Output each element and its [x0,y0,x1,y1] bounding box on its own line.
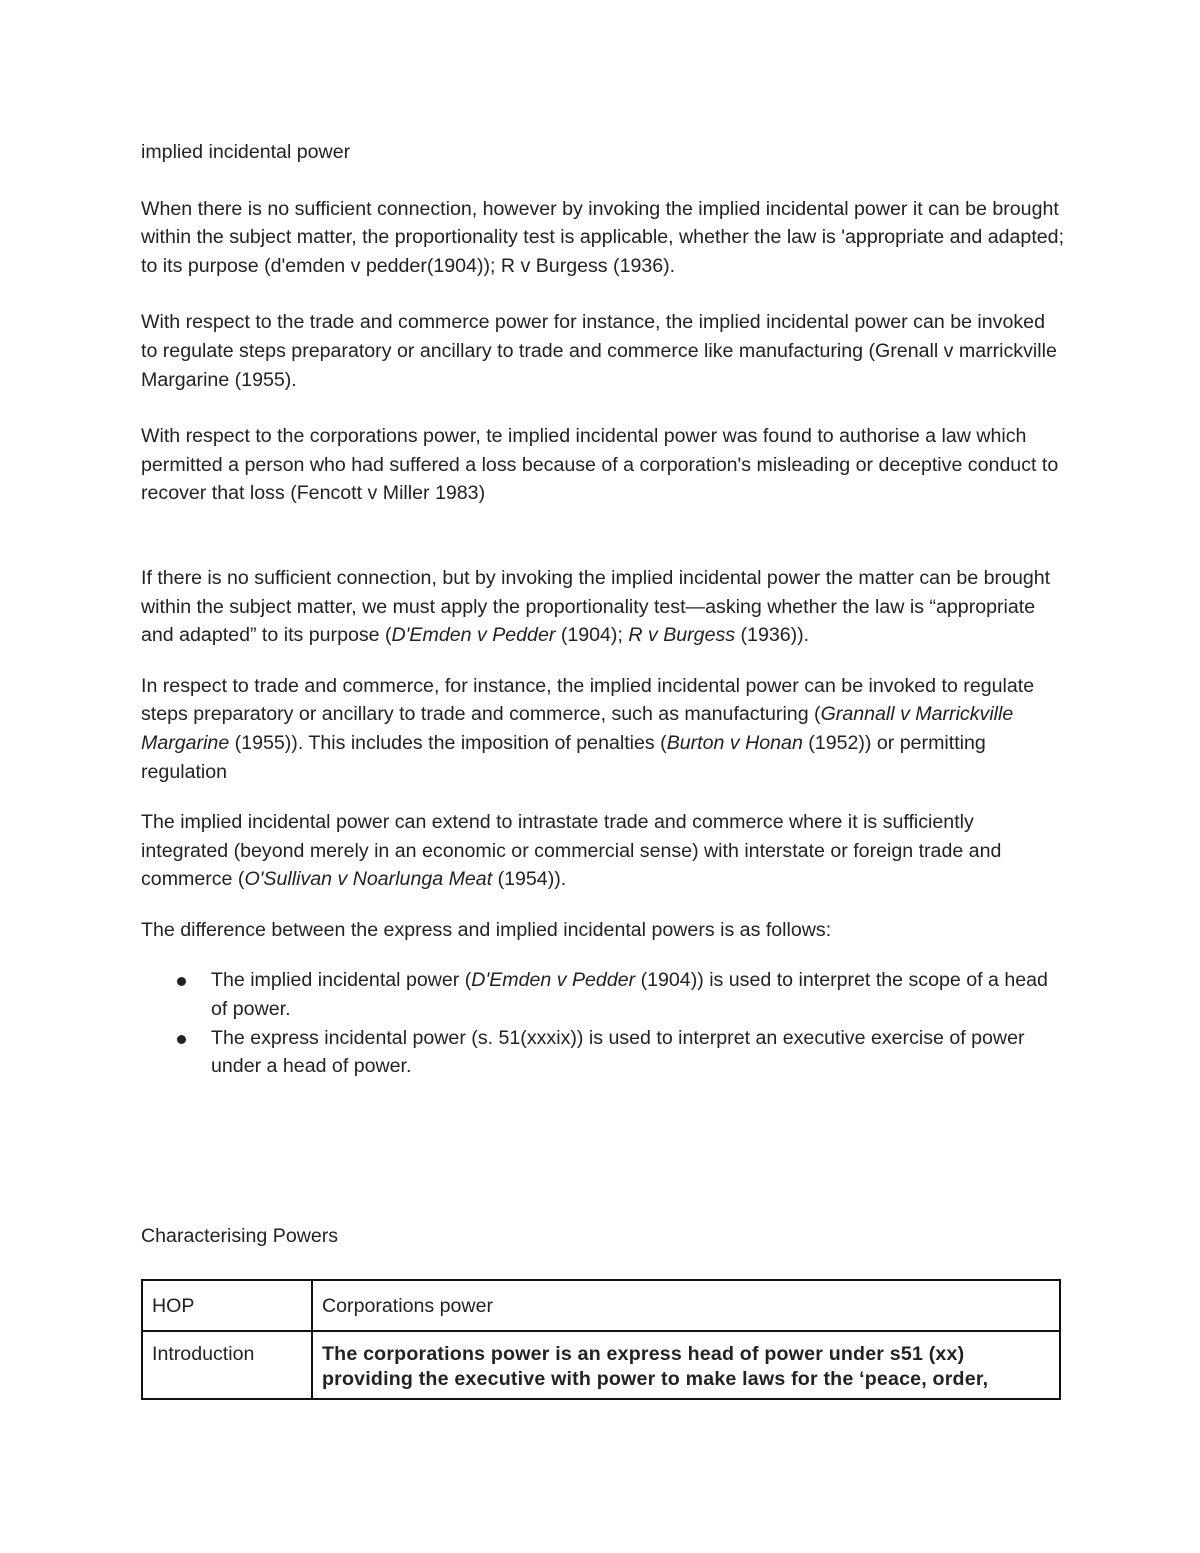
paragraph-4-text: If there is no sufficient connection, but by invoking the implied incidental power the matter can be brought within the subject matter, we must apply the proportionality test—asking whether the law is “appropriate and adapted” to its purpose ( [141,566,1051,647]
paragraph-7: The difference between the express and implied incidental powers is as follows: [141,918,832,941]
paragraph-6 [141,808,1066,894]
case-name: Grannall v Marrickville Margarine [141,703,1014,754]
case-name: R v Burgess [628,624,736,647]
list-item-text: The express incidental power (s. 51(xxxix)) is used to interpret an executive exercise of power under a head of power. [211,1026,1025,1078]
paragraph-3: With respect to the corporations power, te implied incidental power was found to authorise a law which permitted a person who had suffered a loss because of a corporation's misleading or deceptive conduct to recover that loss (Fencott v Miller 1983) [141,425,1059,505]
case-name: O'Sullivan v Noarlunga Meat [244,868,493,891]
list-item [211,966,1066,1023]
section-title: Characterising Powers [141,1225,339,1247]
table-cell-label: Introduction [142,1331,312,1399]
list-item-text: The implied incidental power ( [211,969,472,992]
paragraph-4 [141,564,1066,650]
table-cell-value: Corporations power [312,1280,1060,1331]
paragraph-1: When there is no sufficient connection, however by invoking the implied incidental power it can be brought within the subject matter, the proportionality test is applicable, whether the law is 'appropriate and adapted; to its purpose (d'emden v pedder(1904)); R v Burgess (1936). [141,197,1065,277]
table-row [142,1331,1060,1399]
paragraph-2: With respect to the trade and commerce power for instance, the implied incidental power can be invoked to regulate steps preparatory or ancillary to trade and commerce like manufacturing (Grenall v marrickville Margarine (1955). [141,311,1057,391]
paragraph-6-text: The implied incidental power can extend to intrastate trade and commerce where it is sufficiently integrated (beyond merely in an economic or commercial sense) with interstate or foreign trade and commerce ( [141,811,1002,891]
document-body [141,138,1066,1081]
blank-line [141,536,1066,564]
paragraph-4-text: (1936)). [735,624,810,647]
paragraph-5-text: In respect to trade and commerce, for instance, the implied incidental power can be invoked to regulate steps preparatory or ancillary to trade and commerce, such as manufacturing ( [141,674,1035,726]
case-name: Burton v Honan [666,731,803,754]
table-cell-value: The corporations power is an express head of power under s51 (xx) providing the executive with power to make laws for the ‘peace, order, [312,1331,1060,1399]
paragraph-5 [141,672,1066,786]
bullet-icon [177,977,186,986]
paragraph-6-text: (1954)). [492,868,567,891]
list-item-text: (1904)) is used to interpret the scope of a head of power. [211,969,1048,1021]
characterising-table [141,1279,1061,1400]
document-heading: implied incidental power [141,141,351,163]
bullet-list [141,966,1066,1080]
case-name: D'Emden v Pedder [471,969,636,992]
case-name: D'Emden v Pedder [391,624,556,647]
list-item [211,1024,1066,1081]
table-cell-label: HOP [142,1280,312,1331]
paragraph-5-text: (1952)) or permitting regulation [141,731,986,783]
paragraph-5-text: (1955)). This includes the imposition of penalties ( [229,731,667,754]
bullet-icon [177,1035,186,1044]
table-row [142,1280,1060,1331]
paragraph-4-text: (1904); [555,624,629,647]
